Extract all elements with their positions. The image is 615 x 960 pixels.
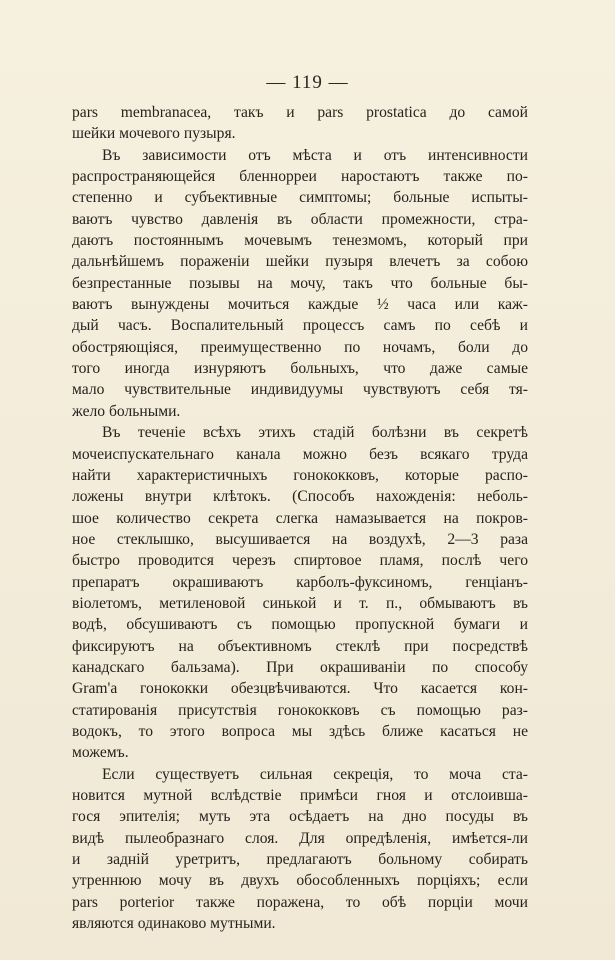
text-line: шейки мочевого пузыря. bbox=[72, 125, 236, 143]
page-number: — 119 — bbox=[266, 72, 349, 93]
text-line: можемъ. bbox=[72, 744, 129, 762]
text-line: гося эпителія; муть эта осѣдаетъ на дно посуды въ bbox=[72, 808, 528, 826]
text-line: ное стеклышко, высушивается на воздухѣ, 2—3 раза bbox=[72, 530, 528, 548]
text-line: ваютъ чувство давленія въ области промежности, стра- bbox=[72, 210, 528, 228]
text-line: быстро проводится черезъ спиртовое пламя, послѣ чего bbox=[72, 552, 528, 570]
text-line: новится мутной вслѣдствіе примѣси гноя и отслоивша- bbox=[72, 787, 528, 804]
text-line: распространяющейся бленнорреи наростаютъ также по- bbox=[72, 168, 528, 186]
text-line: водѣ, обсушиваютъ съ помощью пропускной бумаги и bbox=[72, 616, 528, 634]
text-line: pars porterior также поражена, то обѣ порціи мочи bbox=[72, 893, 528, 911]
text-line: ваютъ вынуждены мочиться каждые ½ часа или каж- bbox=[72, 296, 528, 314]
text-line: степенно и субъективные симптомы; больные испыты- bbox=[72, 189, 528, 207]
text-line: являются одинаково мутными. bbox=[72, 915, 276, 933]
text-line: того иногда изнуряютъ больныхъ, что даже самые bbox=[72, 360, 528, 378]
text-line: віолетомъ, метиленовой синькой и т. п., обмываютъ въ bbox=[72, 594, 528, 612]
text-line: видѣ пылеобразнаго слоя. Для опредѣленія, имѣется-ли bbox=[72, 829, 528, 847]
text-line: дый часъ. Воспалительный процессъ самъ по себѣ и bbox=[72, 317, 528, 335]
text-line: обостряющіяся, преимущественно по ночамъ, боли до bbox=[72, 338, 528, 356]
text-line: безпрестанные позывы на мочу, такъ что больные бы- bbox=[72, 274, 528, 292]
text-line: Если существуетъ сильная секреція, то моча ста- bbox=[102, 765, 528, 783]
body-text bbox=[72, 102, 528, 934]
text-line: мочеиспускательнаго канала можно безъ всякаго труда bbox=[72, 445, 528, 463]
text-line: ложены внутри клѣтокъ. (Способъ нахожденія: неболь- bbox=[72, 488, 528, 506]
text-line: Gram'а гонококки обезцвѣчиваются. Что касается кон- bbox=[72, 680, 528, 698]
text-line: и задній уретритъ, предлагаютъ больному собирать bbox=[72, 851, 528, 869]
text-line: Въ зависимости отъ мѣста и отъ интенсивности bbox=[102, 146, 528, 164]
text-line: фиксируютъ на объективномъ стеклѣ при посредствѣ bbox=[72, 637, 528, 655]
text-line: pars membranacea, такъ и pars prostatica до самой bbox=[72, 104, 528, 121]
text-line: статированія присутствія гонококковъ съ помощью раз- bbox=[72, 701, 528, 719]
text-line: препаратъ окрашиваютъ карболъ-фуксиномъ, генціанъ- bbox=[72, 573, 528, 591]
text-line: дальнѣйшемъ пораженіи шейки пузыря влечетъ за собою bbox=[72, 253, 528, 271]
text-line: Въ теченіе всѣхъ этихъ стадій болѣзни въ секретѣ bbox=[102, 424, 528, 442]
text-line: шое количество секрета слегка намазывается на покров- bbox=[72, 509, 528, 527]
text-line: жело больными. bbox=[72, 402, 181, 420]
text-line: утреннюю мочу въ двухъ обособленныхъ порціяхъ; если bbox=[72, 872, 528, 890]
text-line: водокъ, то этого вопроса мы здѣсь ближе касаться не bbox=[72, 722, 528, 740]
text-line: мало чувствительные индивидуумы чувствуютъ себя тя- bbox=[72, 381, 528, 399]
text-line: даютъ постояннымъ мочевымъ тенезмомъ, который при bbox=[72, 232, 528, 250]
text-line: канадскаго бальзама). При окрашиваніи по способу bbox=[72, 658, 528, 676]
text-line: найти характеристичныхъ гонококковъ, которые распо- bbox=[72, 466, 528, 484]
